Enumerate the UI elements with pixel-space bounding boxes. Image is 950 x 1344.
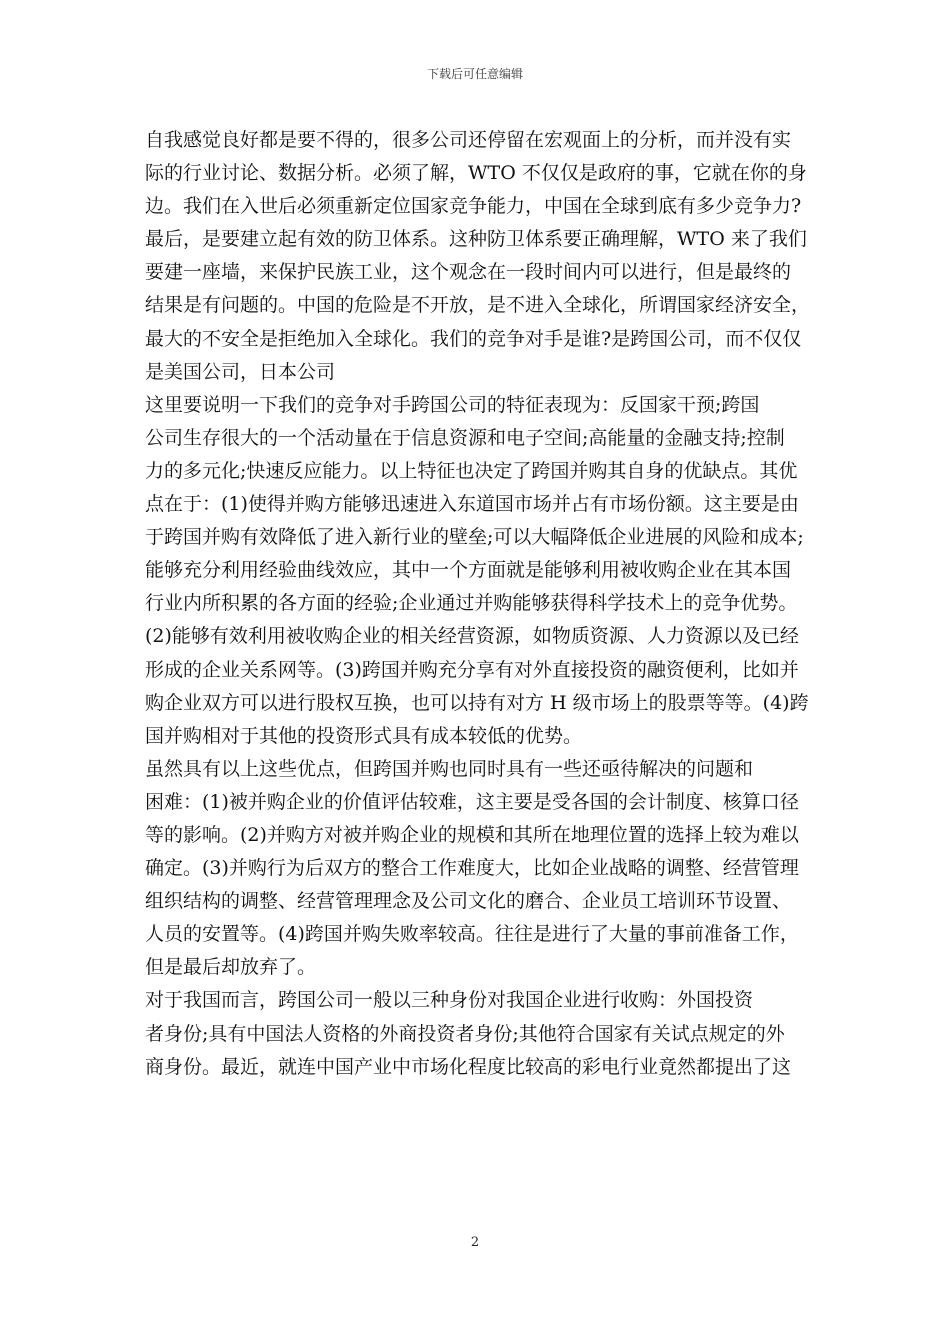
text-line: 要建一座墙，来保护民族工业，这个观念在一段时间内可以进行，但是最终的 (145, 261, 792, 284)
text-line: 际的行业讨论、数据分析。必须了解，WTO 不仅仅是政府的事，它就在你的身 (145, 162, 807, 185)
paragraph-3 (145, 753, 805, 985)
text-line: 困难：(1)被并购企业的价值评估较难，这主要是受各国的会计制度、核算口径 (145, 790, 799, 813)
text-line: 公司生存很大的一个活动量在于信息资源和电子空间;高能量的金融支持;控制 (145, 426, 785, 449)
text-line: 形成的企业关系网等。(3)跨国并购充分享有对外直接投资的融资便利，比如并 (145, 658, 799, 681)
text-line: 确定。(3)并购行为后双方的整合工作难度大，比如企业战略的调整、经营管理 (145, 857, 799, 880)
text-line: 最后，是要建立起有效的防卫体系。这种防卫体系要正确理解，WTO 来了我们 (145, 228, 807, 251)
text-line: 但是最后却放弃了。 (145, 956, 317, 979)
text-line: 能够充分利用经验曲线效应，其中一个方面就是能够利用被收购企业在其本国 (145, 559, 792, 582)
text-line: 组织结构的调整、经营管理理念及公司文化的磨合、企业员工培训环节设置、 (145, 890, 792, 913)
paragraph-2 (145, 389, 809, 753)
text-line: 虽然具有以上这些优点，但跨国并购也同时具有一些还亟待解决的问题和 (145, 757, 754, 780)
paragraph-4 (145, 984, 805, 1083)
document-body (145, 124, 811, 1084)
text-line: 自我感觉良好都是要不得的，很多公司还停留在宏观面上的分析，而并没有实 (145, 129, 792, 151)
page-header: 下载后可任意编辑 (426, 67, 523, 81)
page-number: 2 (470, 1235, 480, 1250)
text-line: 国并购相对于其他的投资形式具有成本较低的优势。 (145, 724, 583, 747)
text-line: 力的多元化;快速反应能力。以上特征也决定了跨国并购其自身的优缺点。其优 (145, 459, 798, 482)
text-line: 结果是有问题的。中国的危险是不开放，是不进入全球化，所谓国家经济安全， (145, 294, 811, 317)
text-line: 购企业双方可以进行股权互换，也可以持有对方 H 级市场上的股票等等。(4)跨 (145, 691, 809, 714)
text-line: 是美国公司，日本公司 (145, 360, 336, 383)
text-line: 这里要说明一下我们的竞争对手跨国公司的特征表现为：反国家干预;跨国 (145, 393, 760, 416)
text-line: 商身份。最近，就连中国产业中市场化程度比较高的彩电行业竟然都提出了这 (145, 1055, 792, 1078)
text-line: 人员的安置等。(4)跨国并购失败率较高。往往是进行了大量的事前准备工作， (145, 923, 799, 946)
text-line: 点在于：(1)使得并购方能够迅速进入东道国市场并占有市场份额。这主要是由 (145, 493, 799, 516)
text-line: 于跨国并购有效降低了进入新行业的壁垒;可以大幅降低企业进展的风险和成本; (145, 526, 804, 549)
text-line: 边。我们在入世后必须重新定位国家竞争能力，中国在全球到底有多少竞争力? (145, 195, 802, 218)
text-line: 最大的不安全是拒绝加入全球化。我们的竞争对手是谁?是跨国公司，而不仅仅 (145, 327, 802, 350)
text-line: 者身份;具有中国法人资格的外商投资者身份;其他符合国家有关试点规定的外 (145, 1022, 785, 1045)
text-line: 等的影响。(2)并购方对被并购企业的规模和其所在地理位置的选择上较为难以 (145, 823, 799, 846)
text-line: (2)能够有效利用被收购企业的相关经营资源，如物质资源、人力资源以及已经 (145, 625, 799, 648)
paragraph-1 (145, 124, 811, 389)
text-line: 行业内所积累的各方面的经验;企业通过并购能够获得科学技术上的竞争优势。 (145, 592, 798, 615)
text-line: 对于我国而言，跨国公司一般以三种身份对我国企业进行收购：外国投资 (145, 989, 754, 1012)
